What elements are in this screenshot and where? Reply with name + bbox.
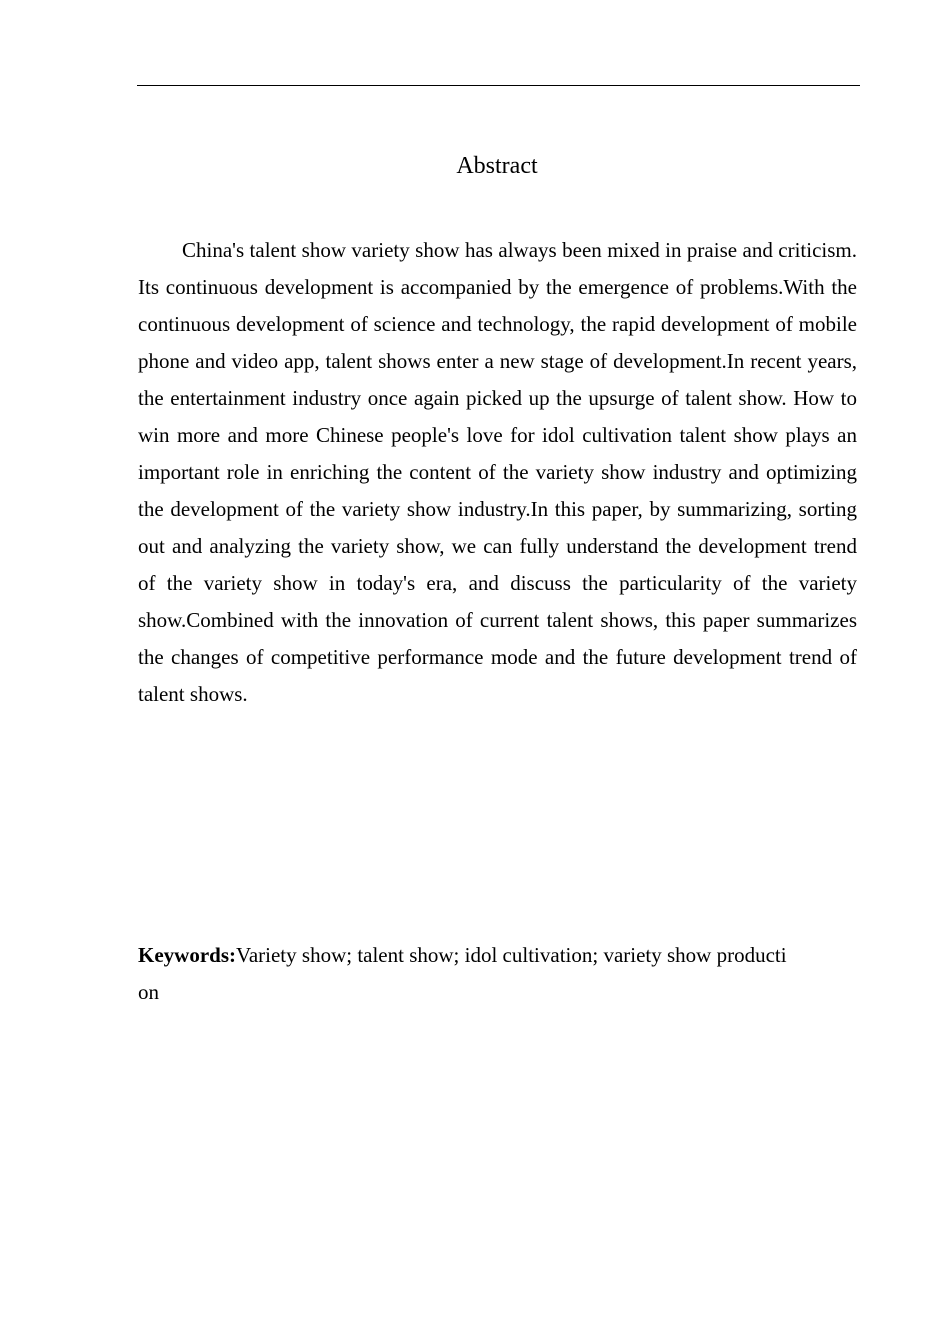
keywords-text: Variety show; talent show; idol cultivation; variety show production xyxy=(138,943,787,1004)
header-rule xyxy=(137,85,860,86)
keywords-line xyxy=(138,937,788,1011)
abstract-paragraph: China's talent show variety show has always been mixed in praise and criticism. Its continuous development is accompanied by the emergence of problems.With the continuous development of science and technology, the rapid development of mobile phone and video app, talent shows enter a new stage of development.In recent years, the entertainment industry once again picked up the upsurge of talent show. How to win more and more Chinese people's love for idol cultivation talent show plays an important role in enriching the content of the variety show industry and optimizing the development of the variety show industry.In this paper, by summarizing, sorting out and analyzing the variety show, we can fully understand the development trend of the variety show in today's era, and discuss the particularity of the variety show.Combined with the innovation of current talent shows, this paper summarizes the changes of competitive performance mode and the future development trend of talent shows. xyxy=(138,238,857,706)
keywords-label: Keywords: xyxy=(138,943,236,967)
page-title: Abstract xyxy=(456,153,538,179)
